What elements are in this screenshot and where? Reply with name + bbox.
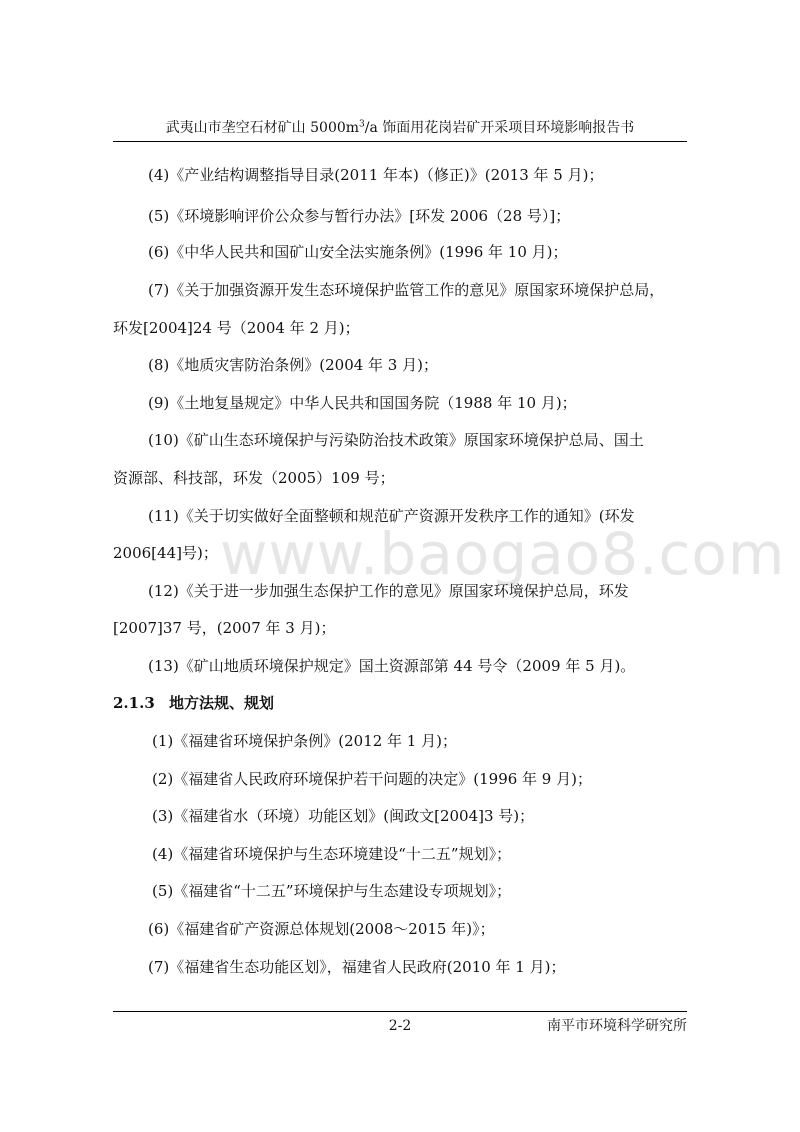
list-item: (12)《关于进一步加强生态保护工作的意见》原国家环境保护总局，环发 <box>148 582 629 600</box>
header-title-superscript: 3 <box>359 119 365 130</box>
footer-rule <box>113 1011 687 1012</box>
list-item-continuation: 资源部、科技部，环发（2005）109 号； <box>113 469 395 487</box>
section-heading <box>113 693 274 713</box>
list-item: (9)《土地复垦规定》中华人民共和国国务院（1988 年 10 月)； <box>148 394 577 412</box>
header-title-suffix: /a 饰面用花岗岩矿开采项目环境影响报告书 <box>364 120 635 136</box>
list-item: (11)《关于切实做好全面整顿和规范矿产资源开发秩序工作的通知》(环发 <box>148 507 635 525</box>
list-item-continuation: 2006[44]号)； <box>113 544 218 562</box>
list-item: (5)《环境影响评价公众参与暂行办法》[环发 2006（28 号）]； <box>148 207 571 225</box>
watermark: www.baogao8.com <box>220 520 786 588</box>
list-item: (4)《产业结构调整指导目录(2011 年本)（修正)》(2013 年 5 月)； <box>148 166 604 184</box>
list-item: (2)《福建省人民政府环境保护若干问题的决定》(1996 年 9 月)； <box>152 770 592 788</box>
list-item: (7)《福建省生态功能区划》，福建省人民政府(2010 年 1 月)； <box>148 958 566 976</box>
running-header <box>113 119 687 137</box>
list-item-continuation: [2007]37 号，(2007 年 3 月)； <box>113 619 336 637</box>
page-number: 2-2 <box>388 1018 412 1034</box>
list-item: (1)《福建省环境保护条例》(2012 年 1 月)； <box>152 732 457 750</box>
list-item: (7)《关于加强资源开发生态环境保护监管工作的意见》原国家环境保护总局， <box>148 281 665 299</box>
section-title: 地方法规、规划 <box>169 694 275 712</box>
list-item: (3)《福建省水（环境）功能区划》(闽政文[2004]3 号)； <box>152 807 535 825</box>
header-rule <box>113 141 687 142</box>
list-item: (13)《矿山地质环境保护规定》国土资源部第 44 号令（2009 年 5 月)。 <box>148 657 636 675</box>
list-item: (6)《福建省矿产资源总体规划(2008～2015 年)》； <box>148 920 495 938</box>
section-number: 2.1.3 <box>113 694 155 712</box>
list-item: (4)《福建省环境保护与生态环境建设“十二五”规划》； <box>152 845 512 863</box>
list-item: (6)《中华人民共和国矿山安全法实施条例》(1996 年 10 月)； <box>148 243 568 261</box>
list-item: (8)《地质灾害防治条例》(2004 年 3 月)； <box>148 356 438 374</box>
header-title-prefix: 武夷山市垄空石材矿山 5000m <box>165 120 360 136</box>
list-item: (5)《福建省“十二五”环境保护与生态建设专项规划》； <box>152 882 512 900</box>
list-item-continuation: 环发[2004]24 号（2004 年 2 月)； <box>113 319 360 337</box>
footer-organization: 南平市环境科学研究所 <box>547 1018 687 1034</box>
list-item: (10)《矿山生态环境保护与污染防治技术政策》原国家环境保护总局、国土 <box>148 431 644 449</box>
